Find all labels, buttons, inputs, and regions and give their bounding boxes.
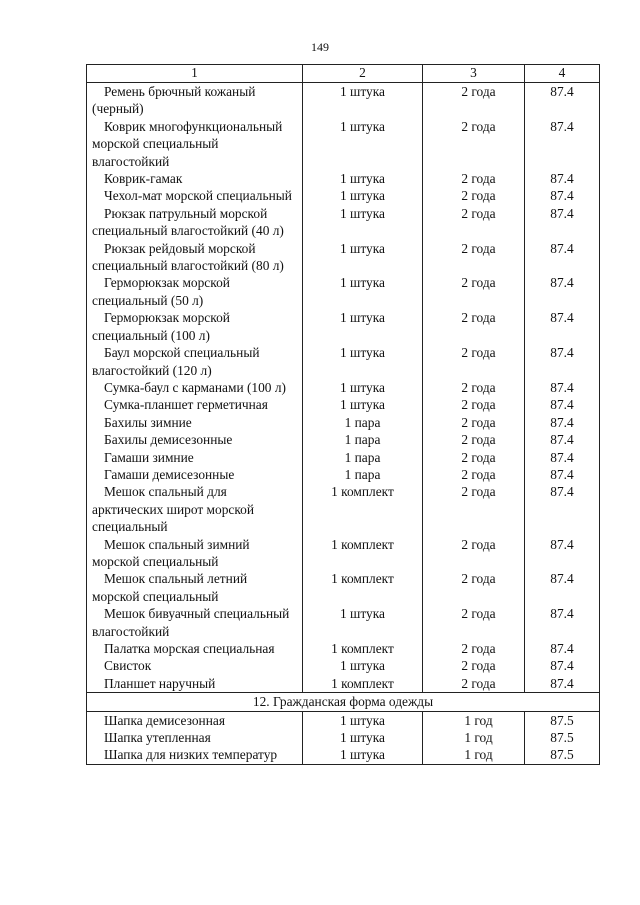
- item-period: 2 года: [423, 170, 525, 187]
- item-reference: 87.4: [525, 657, 600, 674]
- item-quantity: 1 комплект: [303, 570, 423, 605]
- item-name: Шапка утепленная: [87, 729, 303, 746]
- page-number: 149: [311, 40, 329, 54]
- item-period: 2 года: [423, 449, 525, 466]
- item-period: 2 года: [423, 536, 525, 571]
- item-period: 2 года: [423, 605, 525, 640]
- item-name: Бахилы зимние: [87, 414, 303, 431]
- table-row: [87, 605, 600, 640]
- table-row: [87, 483, 600, 535]
- item-period: 2 года: [423, 414, 525, 431]
- item-name: Рюкзак патрульный морской специальный влагостойкий (40 л): [87, 205, 303, 240]
- item-period: 2 года: [423, 396, 525, 413]
- item-quantity: 1 пара: [303, 449, 423, 466]
- item-period: 1 год: [423, 746, 525, 764]
- item-quantity: 1 штука: [303, 274, 423, 309]
- table-row: [87, 675, 600, 693]
- item-reference: 87.4: [525, 170, 600, 187]
- item-period: 2 года: [423, 570, 525, 605]
- item-period: 2 года: [423, 657, 525, 674]
- item-name: Гамаши демисезонные: [87, 466, 303, 483]
- table-row: [87, 187, 600, 204]
- item-name: Бахилы демисезонные: [87, 431, 303, 448]
- item-name: Мешок бивуачный специальный влагостойкий: [87, 605, 303, 640]
- item-quantity: 1 штука: [303, 83, 423, 118]
- table-row: [87, 711, 600, 729]
- item-name: Герморюкзак морской специальный (50 л): [87, 274, 303, 309]
- item-reference: 87.4: [525, 309, 600, 344]
- item-period: 2 года: [423, 274, 525, 309]
- item-reference: 87.4: [525, 640, 600, 657]
- item-name: Коврик-гамак: [87, 170, 303, 187]
- item-quantity: 1 комплект: [303, 536, 423, 571]
- equipment-table: [86, 64, 600, 765]
- item-period: 2 года: [423, 675, 525, 693]
- item-reference: 87.4: [525, 396, 600, 413]
- item-name: Баул морской специальный влагостойкий (120 л): [87, 344, 303, 379]
- item-name: Сумка-баул с карманами (100 л): [87, 379, 303, 396]
- item-name: Шапка демисезонная: [87, 711, 303, 729]
- section-header-row: [87, 693, 600, 711]
- table-row: [87, 240, 600, 275]
- item-period: 2 года: [423, 309, 525, 344]
- table-row: [87, 536, 600, 571]
- item-reference: 87.4: [525, 379, 600, 396]
- item-quantity: 1 штука: [303, 309, 423, 344]
- table-row: [87, 449, 600, 466]
- item-quantity: 1 комплект: [303, 483, 423, 535]
- table-body: [87, 83, 600, 765]
- item-reference: 87.4: [525, 414, 600, 431]
- item-reference: 87.4: [525, 449, 600, 466]
- item-quantity: 1 штука: [303, 729, 423, 746]
- item-name: Сумка-планшет герметичная: [87, 396, 303, 413]
- table-row: [87, 570, 600, 605]
- item-period: 2 года: [423, 83, 525, 118]
- item-reference: 87.4: [525, 83, 600, 118]
- item-period: 2 года: [423, 431, 525, 448]
- item-name: Рюкзак рейдовый морской специальный влагостойкий (80 л): [87, 240, 303, 275]
- item-quantity: 1 штука: [303, 396, 423, 413]
- item-quantity: 1 штука: [303, 205, 423, 240]
- table-row: [87, 746, 600, 764]
- item-name: Шапка для низких температур: [87, 746, 303, 764]
- item-reference: 87.5: [525, 711, 600, 729]
- item-period: 2 года: [423, 640, 525, 657]
- table-row: [87, 170, 600, 187]
- table-header: [87, 65, 600, 83]
- header-row: [87, 65, 600, 83]
- item-name: Мешок спальный для арктических широт морской специальный: [87, 483, 303, 535]
- table-row: [87, 414, 600, 431]
- item-period: 2 года: [423, 187, 525, 204]
- table-row: [87, 83, 600, 118]
- item-quantity: 1 пара: [303, 431, 423, 448]
- section-title: 12. Гражданская форма одежды: [87, 693, 600, 711]
- item-name: Мешок спальный летний морской специальный: [87, 570, 303, 605]
- item-name: Планшет наручный: [87, 675, 303, 693]
- table-row: [87, 466, 600, 483]
- table-row: [87, 118, 600, 170]
- item-reference: 87.4: [525, 605, 600, 640]
- table-row: [87, 309, 600, 344]
- item-period: 1 год: [423, 729, 525, 746]
- table-row: [87, 729, 600, 746]
- column-header-3: 3: [423, 65, 525, 83]
- item-period: 2 года: [423, 118, 525, 170]
- item-reference: 87.4: [525, 118, 600, 170]
- item-quantity: 1 штука: [303, 379, 423, 396]
- item-period: 2 года: [423, 379, 525, 396]
- item-quantity: 1 штука: [303, 746, 423, 764]
- column-header-4: 4: [525, 65, 600, 83]
- table-row: [87, 640, 600, 657]
- item-name: Свисток: [87, 657, 303, 674]
- item-reference: 87.4: [525, 344, 600, 379]
- table-row: [87, 344, 600, 379]
- item-name: Мешок спальный зимний морской специальный: [87, 536, 303, 571]
- item-reference: 87.4: [525, 570, 600, 605]
- item-name: Ремень брючный кожаный (черный): [87, 83, 303, 118]
- item-period: 2 года: [423, 240, 525, 275]
- table-row: [87, 274, 600, 309]
- item-quantity: 1 штука: [303, 344, 423, 379]
- column-header-2: 2: [303, 65, 423, 83]
- item-quantity: 1 штука: [303, 187, 423, 204]
- item-period: 2 года: [423, 205, 525, 240]
- item-reference: 87.4: [525, 240, 600, 275]
- item-quantity: 1 штука: [303, 170, 423, 187]
- item-reference: 87.4: [525, 205, 600, 240]
- item-reference: 87.4: [525, 483, 600, 535]
- item-quantity: 1 штука: [303, 711, 423, 729]
- item-period: 2 года: [423, 483, 525, 535]
- item-quantity: 1 штука: [303, 657, 423, 674]
- item-quantity: 1 пара: [303, 466, 423, 483]
- item-reference: 87.4: [525, 536, 600, 571]
- table-row: [87, 431, 600, 448]
- item-name: Гамаши зимние: [87, 449, 303, 466]
- item-name: Коврик многофункциональный морской специальный влагостойкий: [87, 118, 303, 170]
- item-reference: 87.4: [525, 675, 600, 693]
- item-reference: 87.5: [525, 729, 600, 746]
- item-reference: 87.5: [525, 746, 600, 764]
- item-quantity: 1 штука: [303, 240, 423, 275]
- table-row: [87, 657, 600, 674]
- item-period: 2 года: [423, 466, 525, 483]
- item-reference: 87.4: [525, 431, 600, 448]
- table-row: [87, 379, 600, 396]
- item-name: Чехол-мат морской специальный: [87, 187, 303, 204]
- item-reference: 87.4: [525, 187, 600, 204]
- item-quantity: 1 штука: [303, 605, 423, 640]
- item-quantity: 1 комплект: [303, 675, 423, 693]
- item-reference: 87.4: [525, 466, 600, 483]
- item-quantity: 1 пара: [303, 414, 423, 431]
- item-name: Палатка морская специальная: [87, 640, 303, 657]
- item-period: 2 года: [423, 344, 525, 379]
- item-period: 1 год: [423, 711, 525, 729]
- item-name: Герморюкзак морской специальный (100 л): [87, 309, 303, 344]
- table-row: [87, 396, 600, 413]
- column-header-1: 1: [87, 65, 303, 83]
- table-row: [87, 205, 600, 240]
- item-quantity: 1 штука: [303, 118, 423, 170]
- item-reference: 87.4: [525, 274, 600, 309]
- item-quantity: 1 комплект: [303, 640, 423, 657]
